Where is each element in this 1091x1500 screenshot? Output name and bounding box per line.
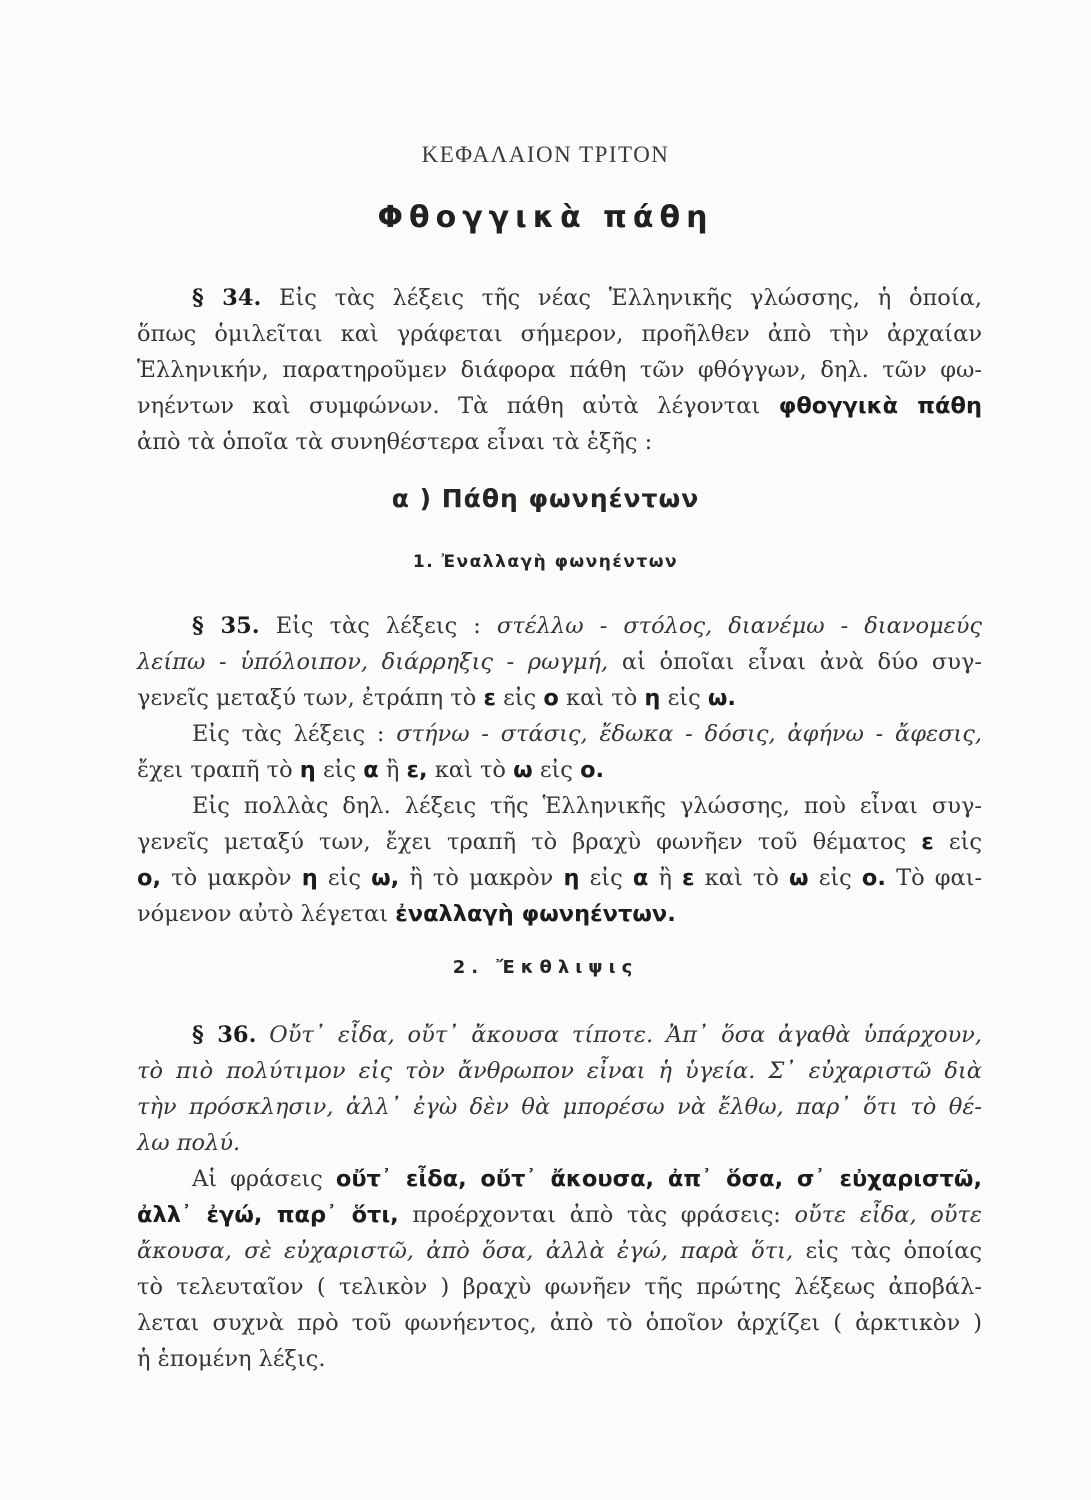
heading-vowel-changes: α ) Πάθη φωνηέντων bbox=[391, 484, 700, 513]
section-number-34: § 34. bbox=[192, 285, 262, 311]
paragraph-36b-line-1: Αἱ φράσεις οὔτ᾽ εἶδα, οὔτ᾽ ἄκουσα, ἀπ᾽ ὅσα, σ᾽ εὐχαριστῶ, bbox=[192, 1166, 982, 1192]
paragraph-36b-line-3: ἄκουσα, σὲ εὐχαριστῶ, ἀπὸ ὅσα, ἀλλὰ ἐγώ, παρὰ ὅτι, εἰς τὰς ὁποίας bbox=[137, 1238, 983, 1264]
heading-vowel-alternation: 1. Ἐναλλαγὴ φωνηέντων bbox=[412, 552, 679, 572]
paragraph-35b-line-2: ἔχει τραπῆ τὸ η εἰς α ἢ ε, καὶ τὸ ω εἰς ο. bbox=[137, 757, 605, 783]
term-vowel-alternation: ἐναλλαγὴ φωνηέντων. bbox=[395, 901, 676, 927]
paragraph-35-line-1: § 35. Εἰς τὰς λέξεις : στέλλω - στόλος, διανέμω - διανομεύς bbox=[192, 613, 982, 639]
section-number-36: § 36. bbox=[192, 1022, 257, 1048]
paragraph-35b-line-1: Εἰς τὰς λέξεις : στήνω - στάσις, ἔδωκα - δόσις, ἀφήνω - ἄφεσις, bbox=[192, 721, 982, 747]
term-phthongika-pathi: φθογγικὰ πάθη bbox=[778, 393, 982, 419]
paragraph-36b-line-5: λεται συχνὰ πρὸ τοῦ φωνήεντος, ἀπὸ τὸ ὁποῖον ἀρχίζει ( ἀρκτικὸν ) bbox=[137, 1310, 982, 1336]
paragraph-34-line-4: νηέντων καὶ συμφώνων. Τὰ πάθη αὐτὰ λέγονται φθογγικὰ πάθη bbox=[137, 393, 982, 419]
paragraph-36-line-4: λω πολύ. bbox=[137, 1130, 241, 1156]
paragraph-35c-line-1: Εἰς πολλὰς δηλ. λέξεις τῆς Ἑλληνικῆς γλώσσης, ποὺ εἶναι συγ- bbox=[192, 793, 982, 819]
heading-elision: 2. Ἔκθλιψις bbox=[452, 957, 639, 978]
paragraph-35c-line-3: ο, τὸ μακρὸν η εἰς ω, ἢ τὸ μακρὸν η εἰς α ἢ ε καὶ τὸ ω εἰς ο. Τὸ φαι- bbox=[137, 865, 983, 891]
chapter-title: ΚΕΦΑΛΑΙΟΝ ΤΡΙΤΟΝ bbox=[421, 142, 670, 167]
paragraph-35c-line-4: νόμενον αὐτὸ λέγεται ἐναλλαγὴ φωνηέντων. bbox=[137, 901, 676, 927]
paragraph-36b-line-4: τὸ τελευταῖον ( τελικὸν ) βραχὺ φωνῆεν τῆς πρώτης λέξεως ἀποβάλ- bbox=[137, 1274, 982, 1300]
paragraph-35c-line-2: γενεῖς μεταξύ των, ἔχει τραπῆ τὸ βραχὺ φωνῆεν τοῦ θέματος ε εἰς bbox=[137, 829, 982, 855]
paragraph-34-line-5: ἀπὸ τὰ ὁποῖα τὰ συνηθέστερα εἶναι τὰ ἑξῆς : bbox=[137, 429, 653, 455]
section-title: Φθογγικὰ πάθη bbox=[377, 200, 714, 235]
paragraph-34-line-2: ὅπως ὁμιλεῖται καὶ γράφεται σήμερον, προῆλθεν ἀπὸ τὴν ἀρχαίαν bbox=[137, 321, 982, 347]
paragraph-36-line-1: § 36. Οὔτ᾽ εἶδα, οὔτ᾽ ἄκουσα τίποτε. Ἀπ᾽ ὅσα ἀγαθὰ ὑπάρχουν, bbox=[192, 1022, 983, 1048]
paragraph-36-line-2: τὸ πιὸ πολύτιμον εἰς τὸν ἄνθρωπον εἶναι ἡ ὑγεία. Σ᾽ εὐχαριστῶ διὰ bbox=[137, 1058, 982, 1084]
paragraph-36-line-3: τὴν πρόσκλησιν, ἀλλ᾽ ἐγὼ δὲν θὰ μπορέσω νὰ ἔλθω, παρ᾽ ὅτι τὸ θέ- bbox=[137, 1094, 982, 1120]
paragraph-34-line-1: § 34. Εἰς τὰς λέξεις τῆς νέας Ἑλληνικῆς γλώσσης, ἡ ὁποία, bbox=[192, 285, 982, 311]
section-number-35: § 35. bbox=[192, 613, 260, 639]
paragraph-34-line-3: Ἑλληνικήν, παρατηροῦμεν διάφορα πάθη τῶν φθόγγων, δηλ. τῶν φω- bbox=[137, 357, 982, 383]
paragraph-36b-line-2: ἀλλ᾽ ἐγώ, παρ᾽ ὅτι, προέρχονται ἀπὸ τὰς φράσεις: οὔτε εἶδα, οὔτε bbox=[137, 1202, 982, 1228]
paragraph-35-line-2: λείπω - ὑπόλοιπον, διάρρηξις - ρωγμή, αἱ ὁποῖαι εἶναι ἀνὰ δύο συγ- bbox=[137, 649, 983, 675]
paragraph-36b-line-6: ἡ ἑπομένη λέξις. bbox=[137, 1346, 326, 1372]
paragraph-35-line-3: γενεῖς μεταξύ των, ἐτράπη τὸ ε εἰς ο καὶ τὸ η εἰς ω. bbox=[137, 685, 736, 711]
